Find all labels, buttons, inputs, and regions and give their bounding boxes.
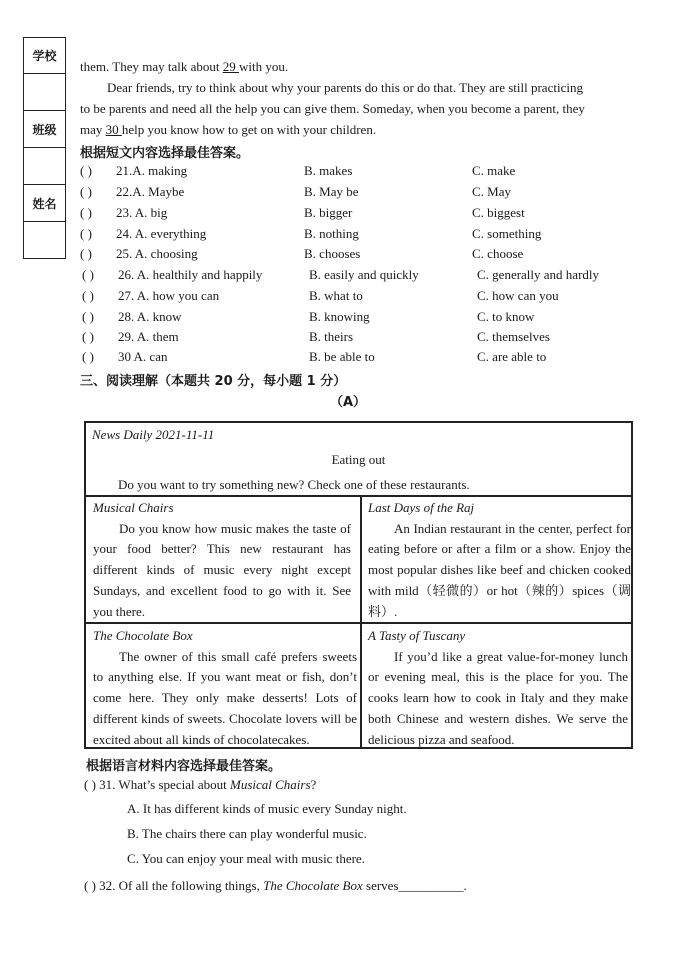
class-label-box [23, 110, 66, 148]
question-32-stem: ( ) 32. Of all the following things, The Chocolate Box serves__________. [84, 878, 467, 893]
cloze-paren[interactable]: ( ) [82, 349, 94, 364]
cloze-paren[interactable]: ( ) [82, 267, 94, 282]
cloze-option-b: B. bigger [304, 205, 353, 220]
cloze-option-a: 27. A. how you can [118, 288, 220, 303]
cloze-option-c: C. make [472, 163, 516, 178]
cloze-option-c: C. something [472, 226, 542, 241]
cloze-option-c: C. to know [477, 309, 535, 324]
school-field-box[interactable] [23, 73, 66, 111]
cloze-option-b: B. May be [304, 184, 359, 199]
cloze-option-c: C. generally and hardly [477, 267, 600, 282]
table-divider [360, 495, 362, 747]
cloze-option-a: 26. A. healthily and happily [118, 267, 263, 282]
question-31-option-a[interactable]: A. It has different kinds of music every Sunday night. [127, 801, 407, 816]
cloze-option-a: 28. A. know [118, 309, 182, 324]
section-3-part: （A） [330, 395, 367, 410]
name-label-box [23, 184, 66, 222]
news-intro: Do you want to try something new? Check one of these restaurants. [118, 477, 470, 492]
answer-blank[interactable]: __________ [398, 878, 464, 893]
restaurant-last-days-of-the-raj [368, 498, 631, 622]
cloze-option-b: B. nothing [304, 226, 359, 241]
class-label: 班级 [32, 122, 57, 137]
restaurant-name: The Chocolate Box [93, 628, 193, 643]
cloze-option-b: B. what to [309, 288, 363, 303]
news-table [84, 421, 633, 749]
restaurant-name: A Tasty of Tuscany [368, 628, 466, 643]
restaurant-description: Do you know how music makes the taste of your food better? This new restaurant has different kinds of music every night except Sundays, and excellent food to go with it. See you there. [93, 520, 351, 619]
school-label: 学校 [32, 49, 57, 63]
restaurant-the-chocolate-box [93, 626, 357, 750]
cloze-paren[interactable]: ( ) [82, 288, 94, 303]
cloze-option-c: C. how can you [477, 288, 559, 303]
cloze-option-c: C. biggest [472, 205, 525, 220]
cloze-option-a: 24. A. everything [116, 226, 207, 241]
cloze-option-a: 30 A. can [118, 349, 168, 364]
cloze-option-c: C. choose [472, 246, 524, 261]
passage-line-4: may 30 help you know how to get on with your children. [80, 122, 377, 137]
cloze-paren[interactable]: ( ) [80, 163, 92, 178]
table-divider [86, 622, 631, 624]
class-field-box[interactable] [23, 147, 66, 185]
cloze-paren[interactable]: ( ) [82, 329, 94, 344]
name-label: 姓名 [32, 196, 57, 211]
cloze-instruction: 根据短文内容选择最佳答案。 [80, 146, 250, 161]
news-source: News Daily 2021-11-11 [92, 427, 215, 442]
passage-line-2: Dear friends, try to think about why your parents do this or do that. They are still practicing [107, 80, 583, 95]
cloze-option-c: C. are able to [477, 349, 547, 364]
blank-30: 30 [105, 122, 122, 137]
blank-29: 29 [222, 59, 239, 74]
cloze-option-b: B. theirs [309, 329, 354, 344]
table-divider [86, 495, 631, 497]
cloze-option-c: C. May [472, 184, 511, 199]
cloze-paren[interactable]: ( ) [80, 184, 92, 199]
cloze-option-b: B. be able to [309, 349, 375, 364]
cloze-paren[interactable]: ( ) [80, 246, 92, 261]
cloze-option-a: 22.A. Maybe [116, 184, 185, 199]
cloze-option-b: B. makes [304, 163, 353, 178]
cloze-option-b: B. easily and quickly [309, 267, 419, 282]
question-31-option-b[interactable]: B. The chairs there can play wonderful music. [127, 826, 367, 841]
question-31-option-c[interactable]: C. You can enjoy your meal with music there. [127, 851, 365, 866]
restaurant-description: The owner of this small café prefers sweets to anything else. If you want meat or fish, don’t come here. They only make desserts! Lots of different kinds of sweets. Chocolate lovers will be excited about all kinds of chocolatecakes. [93, 648, 357, 747]
cloze-option-a: 23. A. big [116, 205, 168, 220]
cloze-option-a: 29. A. them [118, 329, 179, 344]
cloze-option-c: C. themselves [477, 329, 550, 344]
reading-instruction: 根据语言材料内容选择最佳答案。 [86, 759, 282, 774]
section-3-title: 三、阅读理解（本题共 20 分，每小题 1 分） [80, 374, 347, 389]
cloze-option-b: B. knowing [309, 309, 370, 324]
restaurant-musical-chairs [93, 498, 351, 622]
cloze-option-a: 21.A. making [116, 163, 188, 178]
answer-paren[interactable]: ( ) [84, 878, 96, 893]
restaurant-a-tasty-of-tuscany [368, 626, 628, 750]
news-title: Eating out [331, 452, 386, 467]
name-field-box[interactable] [23, 221, 66, 259]
cloze-option-b: B. chooses [304, 246, 361, 261]
passage-line-1: them. They may talk about 29 with you. [80, 59, 289, 74]
restaurant-name: Musical Chairs [93, 500, 174, 515]
school-label-box [23, 37, 66, 74]
restaurant-name: Last Days of the Raj [368, 500, 475, 515]
cloze-paren[interactable]: ( ) [80, 205, 92, 220]
restaurant-description: An Indian restaurant in the center, perfect for eating before or after a film or a show. Enjoy the most popular dishes like beef and chicken cooked with mild（轻微的）or hot（辣的）spices（调料）. [368, 520, 631, 619]
cloze-paren[interactable]: ( ) [80, 226, 92, 241]
question-31-stem: ( ) 31. What’s special about Musical Chairs? [84, 777, 317, 792]
passage-line-3: to be parents and need all the help you can give them. Someday, when you become a parent, they [80, 101, 585, 116]
cloze-paren[interactable]: ( ) [82, 309, 94, 324]
cloze-option-a: 25. A. choosing [116, 246, 198, 261]
restaurant-description: If you’d like a great value-for-money lunch or evening meal, this is the place for you. The cooks learn how to cook in Italy and they make both Chinese and western dishes. We serve the delicious pizza and seafood. [368, 648, 628, 747]
